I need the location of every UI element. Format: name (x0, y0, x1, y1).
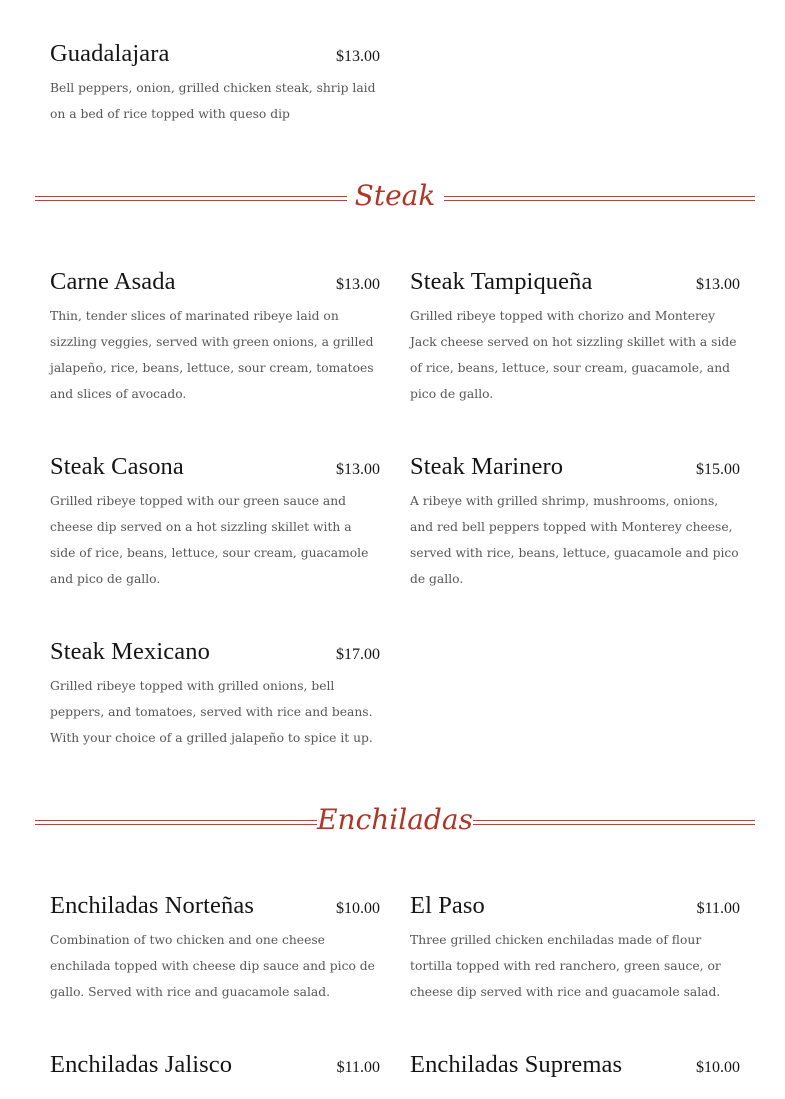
menu-item-header (50, 638, 380, 672)
menu-item-header (410, 453, 740, 487)
menu-item-description: Combination of two chicken and one cheese enchilada topped with cheese dip sauce and pico de gallo. Served with rice and guacamole salad. (50, 933, 375, 999)
menu-item-el-paso (410, 892, 740, 1005)
menu-item-price: $13.00 (336, 48, 380, 65)
menu-item-name: Enchiladas Norteñas (50, 892, 254, 919)
menu-item-enchiladas-nortenas (50, 892, 380, 1005)
menu-item-header (50, 268, 380, 302)
section-header-steak (35, 178, 755, 218)
menu-item-price: $11.00 (696, 900, 740, 917)
menu-item-header (50, 892, 380, 926)
menu-item-name: Carne Asada (50, 268, 176, 295)
menu-item-enchiladas-jalisco (50, 1051, 380, 1085)
menu-item-name: Steak Marinero (410, 453, 564, 480)
menu-item-steak-mexicano (50, 638, 380, 751)
menu-item-price: $17.00 (336, 646, 380, 663)
menu-item-price: $15.00 (696, 461, 740, 478)
menu-item-name: Steak Casona (50, 453, 184, 480)
menu-item-enchiladas-supremas (410, 1051, 740, 1085)
menu-item-guadalajara (50, 40, 380, 127)
section-title: Enchiladas (317, 803, 473, 836)
menu-item-header (410, 268, 740, 302)
menu-item-header (50, 1051, 380, 1085)
menu-item-description: Grilled ribeye topped with our green sauce and cheese dip served on a hot sizzling skillet with a side of rice, beans, lettuce, sour cream, guacamole and pico de gallo. (50, 494, 369, 586)
menu-item-name: Steak Mexicano (50, 638, 210, 665)
menu-item-price: $13.00 (336, 461, 380, 478)
menu-item-name: Guadalajara (50, 40, 170, 67)
menu-item-steak-marinero (410, 453, 740, 592)
menu-item-price: $13.00 (696, 276, 740, 293)
menu-item-name: Steak Tampiqueña (410, 268, 593, 295)
menu-item-description: Bell peppers, onion, grilled chicken steak, shrip laid on a bed of rice topped with queso dip (50, 81, 376, 121)
menu-item-price: $10.00 (336, 900, 380, 917)
menu-item-steak-casona (50, 453, 380, 592)
menu-item-header (50, 453, 380, 487)
menu-item-price: $13.00 (336, 276, 380, 293)
menu-item-description: Thin, tender slices of marinated ribeye laid on sizzling veggies, served with green onions, a grilled jalapeño, rice, beans, lettuce, sour cream, tomatoes and slices of avocado. (50, 309, 374, 401)
menu-item-description: Grilled ribeye topped with chorizo and Monterey Jack cheese served on hot sizzling skillet with a side of rice, beans, lettuce, sour cream, guacamole, and pico de gallo. (410, 309, 737, 401)
menu-item-description: Grilled ribeye topped with grilled onions, bell peppers, and tomatoes, served with rice and beans. With your choice of a grilled jalapeño to spice it up. (50, 679, 373, 745)
menu-item-carne-asada (50, 268, 380, 407)
menu-item-price: $10.00 (696, 1059, 740, 1076)
menu-item-price: $11.00 (336, 1059, 380, 1076)
menu-item-header (410, 892, 740, 926)
menu-item-header (50, 40, 380, 74)
menu-item-name: Enchiladas Supremas (410, 1051, 623, 1078)
menu-item-steak-tampiquena (410, 268, 740, 407)
section-title: Steak (354, 179, 436, 212)
menu-item-description: Three grilled chicken enchiladas made of flour tortilla topped with red ranchero, green sauce, or cheese dip served with rice and guacamole salad. (410, 933, 721, 999)
menu-item-name: El Paso (410, 892, 485, 919)
menu-item-header (410, 1051, 740, 1085)
menu-item-description: A ribeye with grilled shrimp, mushrooms, onions, and red bell peppers topped with Monterey cheese, served with rice, beans, lettuce, guacamole and pico de gallo. (410, 494, 739, 586)
section-header-enchiladas (35, 802, 755, 842)
menu-item-name: Enchiladas Jalisco (50, 1051, 233, 1078)
